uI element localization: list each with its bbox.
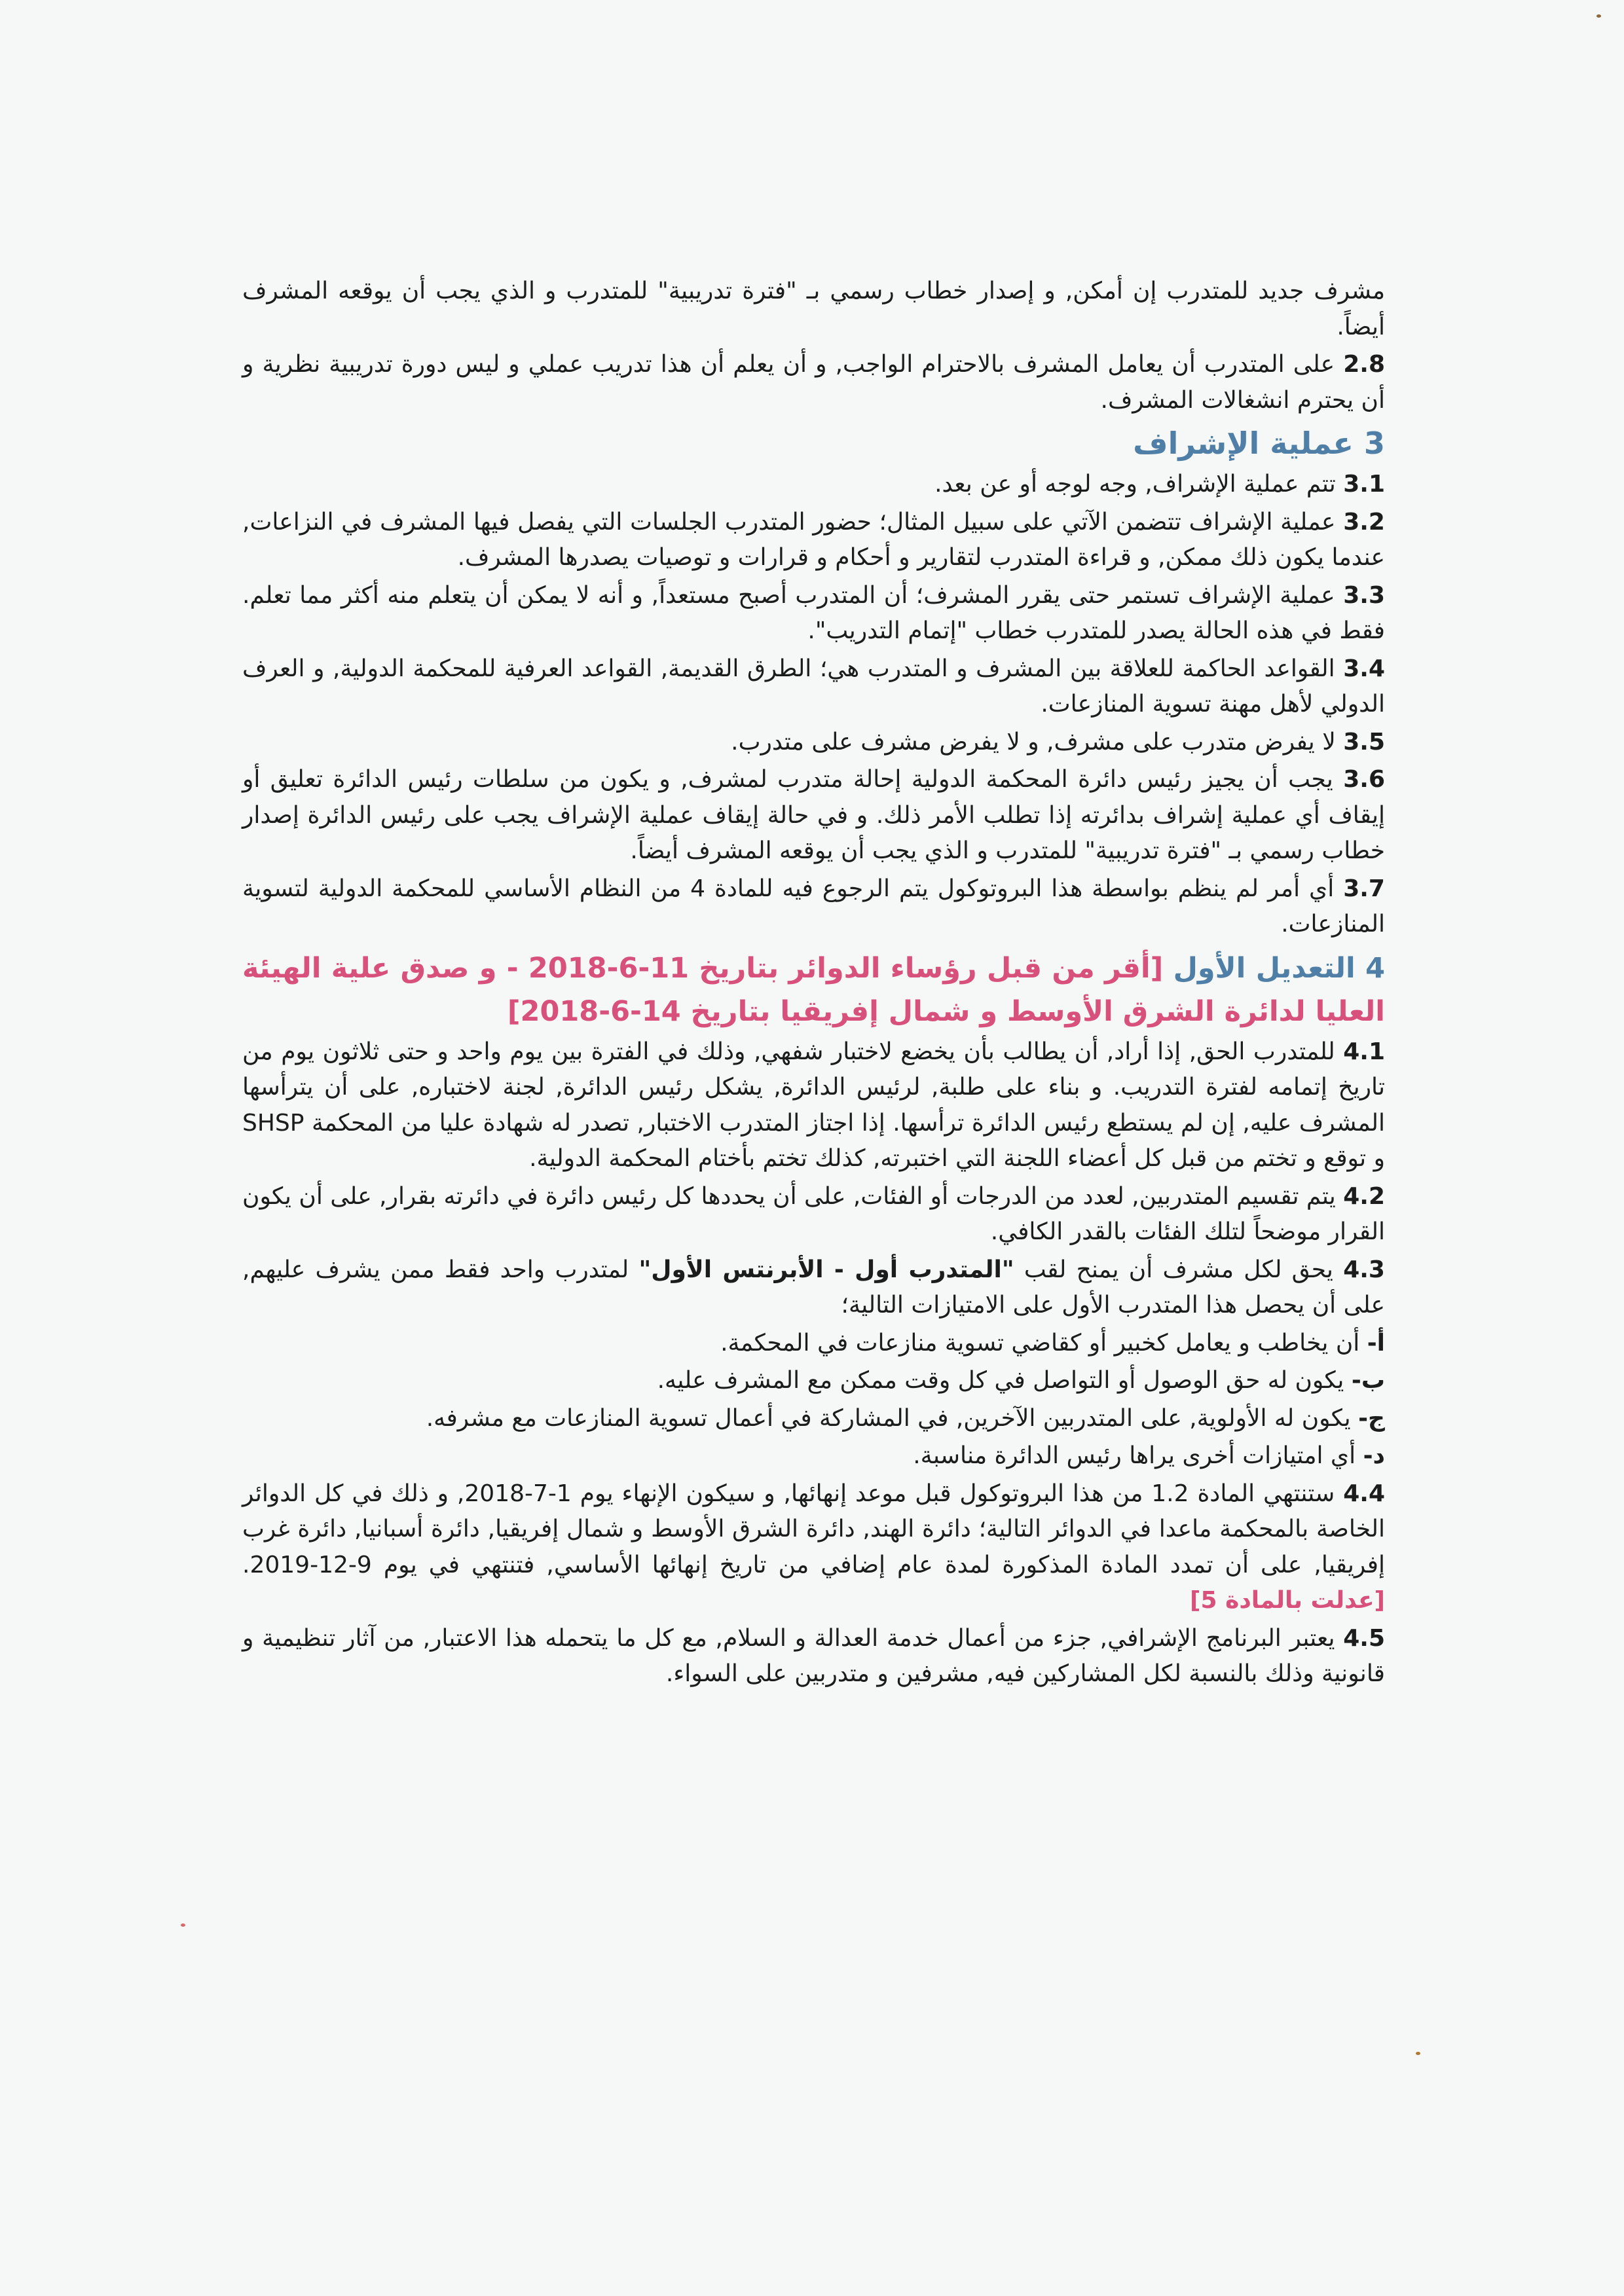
list-letter: د- [1363, 1442, 1385, 1469]
paragraph-4-5 [242, 1621, 1385, 1692]
clause-text: يجب أن يجيز رئيس دائرة المحكمة الدولية إحالة متدرب لمشرف, و يكون من سلطات رئيس الدائرة تعليق أو إيقاف أي عملية إشراف بدائرته إذا تطلب الأمر ذلك. و في حالة إيقاف عملية الإشراف يجب على رئيس الدائرة إصدار خطاب رسمي بـ "فترة تدريبية" للمتدرب و الذي يجب أن يوقعه المشرف أيضاً. [242, 766, 1385, 864]
clause-text: تتم عملية الإشراف, وجه لوجه أو عن بعد. [934, 471, 1336, 498]
clause-number: 4.1 [1343, 1038, 1385, 1065]
paragraph-3-4 [242, 651, 1385, 723]
clause-number: 3.4 [1343, 655, 1385, 682]
paragraph-intro: مشرف جديد للمتدرب إن أمكن, و إصدار خطاب رسمي بـ "فترة تدريبية" للمتدرب و الذي يجب أن يوقعه المشرف أيضاً. [242, 278, 1385, 340]
paragraph-2-8 [242, 347, 1385, 418]
clause-text: عملية الإشراف تتضمن الآتي على سبيل المثال؛ حضور المتدرب الجلسات التي يفصل فيها المشرف في النزاعات, عندما يكون ذلك ممكن, و قراءة المتدرب لتقارير و أحكام و قرارات و توصيات يصدرها المشرف. [242, 508, 1385, 571]
paragraph-4-3 [242, 1252, 1385, 1324]
list-letter: أ- [1367, 1329, 1385, 1357]
clause-text: يحق لكل مشرف أن يمنح لقب [1014, 1256, 1333, 1283]
paragraph-3-2 [242, 505, 1385, 576]
clause-number: 3.6 [1343, 766, 1385, 793]
list-letter: ج- [1358, 1404, 1385, 1432]
clause-text: أي أمر لم ينظم بواسطة هذا البروتوكول يتم الرجوع فيه للمادة 4 من النظام الأساسي للمحكمة الدولية لتسوية المنازعات. [242, 875, 1385, 938]
section-3-heading: 3 عملية الإشراف [1133, 426, 1385, 461]
scan-speck [1596, 14, 1601, 18]
list-text: أن يخاطب و يعامل كخبير أو كقاضي تسوية منازعات في المحكمة. [720, 1329, 1360, 1357]
paragraph-3-1 [242, 467, 1385, 503]
amendment-note: [أقر من قبل رؤساء الدوائر بتاريخ 11-6-2018 - و صدق علية الهيئة العليا لدائرة الشرق الأوسط و شمال إفريقيا بتاريخ 14-6-2018] [242, 951, 1385, 1028]
scan-speck [181, 1923, 185, 1927]
list-text: أي امتيازات أخرى يراها رئيس الدائرة مناسبة. [913, 1442, 1356, 1469]
clause-number: 4.5 [1343, 1624, 1385, 1652]
clause-text: لا يفرض متدرب على مشرف, و لا يفرض مشرف على متدرب. [731, 728, 1336, 756]
clause-number: 3.1 [1343, 471, 1385, 498]
paragraph-3-6 [242, 762, 1385, 869]
paragraph-4-4 [242, 1476, 1385, 1619]
list-text: يكون له الأولوية, على المتدربين الآخرين, في المشاركة في أعمال تسوية المنازعات مع مشرفه. [426, 1404, 1351, 1432]
scan-speck [1416, 2052, 1420, 2055]
clause-text: يتم تقسيم المتدربين, لعدد من الدرجات أو الفئات, على أن يحددها كل رئيس دائرة في دائرته بقرار, على أن يكون القرار موضحاً لتلك الفئات بالقدر الكافي. [242, 1182, 1385, 1245]
clause-text: يعتبر البرنامج الإشرافي, جزء من أعمال خدمة العدالة و السلام, مع كل ما يتحمله هذا الاعتبار, من آثار تنظيمية و قانونية وذلك بالنسبة لكل المشاركين فيه, مشرفين و متدربين على السواء. [242, 1624, 1385, 1687]
clause-text: ستنتهي المادة 1.2 من هذا البروتوكول قبل موعد إنهائها, و سيكون الإنهاء يوم 1-7-2018, و ذلك في كل الدوائر الخاصة بالمحكمة ماعدا في الدوائر التالية؛ دائرة الهند, دائرة الشرق الأوسط و شمال إفريقيا, دائرة أسبانيا, دائرة غرب إفريقيا, على أن تمدد المادة المذكورة لمدة عام إضافي من تاريخ إنهائها الأساسي, فتنتهي في يوم 9-12-2019. [242, 1480, 1385, 1578]
amended-note: [عدلت بالمادة 5] [1190, 1587, 1385, 1614]
clause-number: 4.2 [1343, 1182, 1385, 1210]
paragraph-3-3 [242, 578, 1385, 649]
clause-number: 2.8 [1343, 351, 1386, 378]
paragraph-4-1 [242, 1034, 1385, 1177]
list-item-a [242, 1326, 1385, 1362]
clause-number: 3.2 [1343, 508, 1385, 536]
list-item-b [242, 1363, 1385, 1399]
apprentice-title: "المتدرب أول - الأبرنتس الأول" [638, 1256, 1014, 1283]
paragraph-3-5 [242, 725, 1385, 761]
clause-text: على المتدرب أن يعامل المشرف بالاحترام الواجب, و أن يعلم أن هذا تدريب عملي و ليس دورة تدريبية نظرية و أن يحترم انشغالات المشرف. [242, 351, 1385, 414]
clause-number: 3.5 [1343, 728, 1385, 756]
list-letter: ب- [1351, 1367, 1385, 1394]
clause-number: 4.3 [1343, 1256, 1385, 1283]
clause-number: 3.3 [1343, 581, 1385, 609]
list-text: يكون له حق الوصول أو التواصل في كل وقت ممكن مع المشرف عليه. [657, 1367, 1344, 1394]
document-page [242, 274, 1385, 1694]
paragraph-3-7 [242, 871, 1385, 943]
clause-number: 3.7 [1343, 875, 1385, 902]
clause-text: القواعد الحاكمة للعلاقة بين المشرف و المتدرب هي؛ الطرق القديمة, القواعد العرفية للمحكمة الدولية, و العرف الدولي لأهل مهنة تسوية المنازعات. [242, 655, 1385, 718]
clause-text-cont: لمتدرب واحد فقط ممن يشرف عليهم, على أن يحصل هذا المتدرب الأول على الامتيازات التالية؛ [242, 1256, 1385, 1319]
list-item-c [242, 1401, 1385, 1437]
paragraph-4-2 [242, 1179, 1385, 1250]
clause-number: 4.4 [1343, 1480, 1386, 1507]
clause-text: عملية الإشراف تستمر حتى يقرر المشرف؛ أن المتدرب أصبح مستعداً, و أنه لا يمكن أن يتعلم منه أكثر مما تعلم. فقط في هذه الحالة يصدر للمتدرب خطاب "إتمام التدريب". [242, 581, 1385, 644]
section-4-title: 4 التعديل الأول [1173, 951, 1385, 985]
clause-text: للمتدرب الحق, إذا أراد, أن يطالب بأن يخضع لاختبار شفهي, وذلك في الفترة بين يوم واحد و حتى ثلاثون يوم من تاريخ إتمامه لفترة التدريب. و بناء على طلبة, لرئيس الدائرة, يشكل رئيس الدائرة, لجنة لاختباره, على أن يترأسها المشرف عليه, إن لم يستطع رئيس الدائرة ترأسها. إذا اجتاز المتدرب الاختبار, تصدر له شهادة عليا من المحكمة SHSP و توقع و تختم من قبل كل أعضاء اللجنة التي اختبرته, كذلك تختم بأختام المحكمة الدولية. [242, 1038, 1385, 1172]
section-4-heading [242, 947, 1385, 1033]
list-item-d [242, 1438, 1385, 1474]
